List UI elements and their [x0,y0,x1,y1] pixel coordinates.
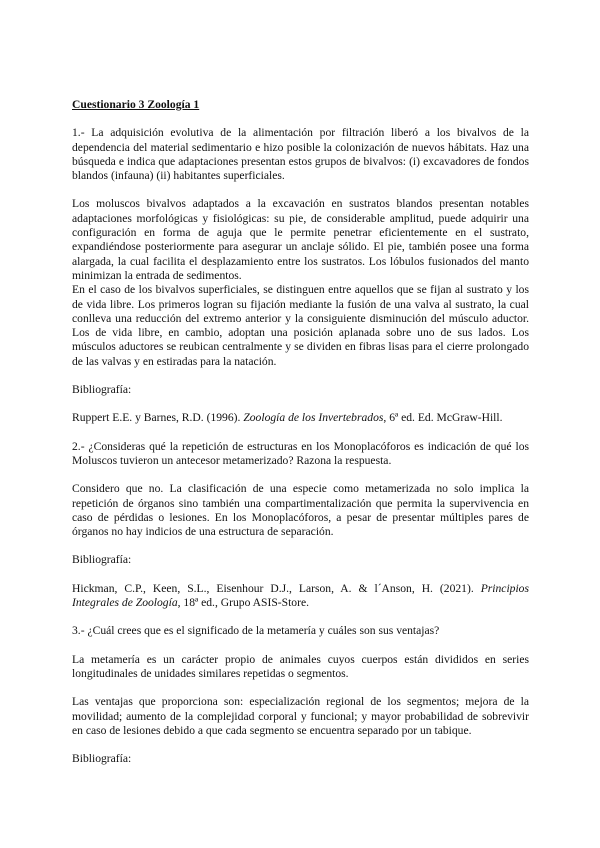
bibliography-label-2: Bibliografía: [72,553,132,567]
bib-1-authors: Ruppert E.E. y Barnes, R.D. (1996). [72,411,244,425]
document-page [72,98,529,766]
answer-3-paragraph-2: Las ventajas que proporciona son: especialización regional de los segmentos; mejora de la movilidad; aumento de la complejidad corporal y funcional; y mayor probabilidad de sobrevivir en caso de lesiones debido a que cada segmento se encuentra separado por un tabique. [72,695,529,737]
bib-1-edition: , 6ª ed. Ed. McGraw-Hill. [383,411,503,425]
question-2: 2.- ¿Consideras qué la repetición de estructuras en los Monoplacóforos es indicación de qué los Moluscos tuvieron un antecesor metamerizado? Razona la respuesta. [72,439,529,467]
document-title: Cuestionario 3 Zoología 1 [72,98,200,111]
bibliography-label-1: Bibliografía: [72,383,132,397]
bibliography-entry-1 [72,411,529,425]
answer-1-paragraph-1: Los moluscos bivalvos adaptados a la excavación en sustratos blandos presentan notables adaptaciones morfológicas y fisiológicas: su pie, de considerable amplitud, puede adquirir una configuración en forma de aguja que le permite penetrar eficientemente en el sustrato, expandiéndose posteriormente para asegurar un anclaje sólido. El pie, también posee una forma alargada, la cual facilita el desplazamiento entre los sustratos. Los lóbulos fusionados del manto minimizan la entrada de sedimentos. [72,197,529,282]
question-3: 3.- ¿Cuál crees que es el significado de la metamería y cuáles son sus ventajas? [72,624,440,638]
bib-2-book-title: Principios Integrales de Zoología [72,581,529,610]
answer-1-paragraph-2: En el caso de los bivalvos superficiales, se distinguen entre aquellos que se fijan al sustrato y los de vida libre. Los primeros logran su fijación mediante la fusión de una valva al sustrato, la cual conlleva una reducción del extremo anterior y la consiguiente disminución del músculo aductor. Los de vida libre, en cambio, adoptan una posición aplanada sobre uno de sus lados. Los músculos aductores se reubican centralmente y se dividen en fibras lisas para el cierre prolongado de las valvas y en estiradas para la natación. [72,283,529,368]
answer-3-paragraph-1: La metamería es un carácter propio de animales cuyos cuerpos están divididos en series longitudinales de unidades similares repetidas o segmentos. [72,652,529,680]
bibliography-entry-2 [72,582,529,611]
bib-2-edition: , 18ª ed., Grupo ASIS-Store. [177,596,309,610]
bib-2-authors: Hickman, C.P., Keen, S.L., Eisenhour D.J., Larson, A. & l´Anson, H. (2021). [72,581,481,595]
question-1: 1.- La adquisición evolutiva de la alimentación por filtración liberó a los bivalvos de la dependencia del material sedimentario e hizo posible la colonización de nuevos hábitats. Haz una búsqueda e indica que adaptaciones presentan estos grupos de bivalvos: (i) excavadores de fondos blandos (infauna) (ii) habitantes superficiales. [72,126,529,183]
answer-2-paragraph: Considero que no. La clasificación de una especie como metamerizada no solo implica la repetición de órganos sino también una compartimentalización que permita la supervivencia en caso de pérdidas o lesiones. En los Monoplacóforos, a pesar de presentar múltiples pares de órganos no hay indicios de una estructura de separación. [72,482,529,539]
bibliography-label-3: Bibliografía: [72,752,132,766]
bib-1-book-title: Zoología de los Invertebrados [243,411,384,425]
